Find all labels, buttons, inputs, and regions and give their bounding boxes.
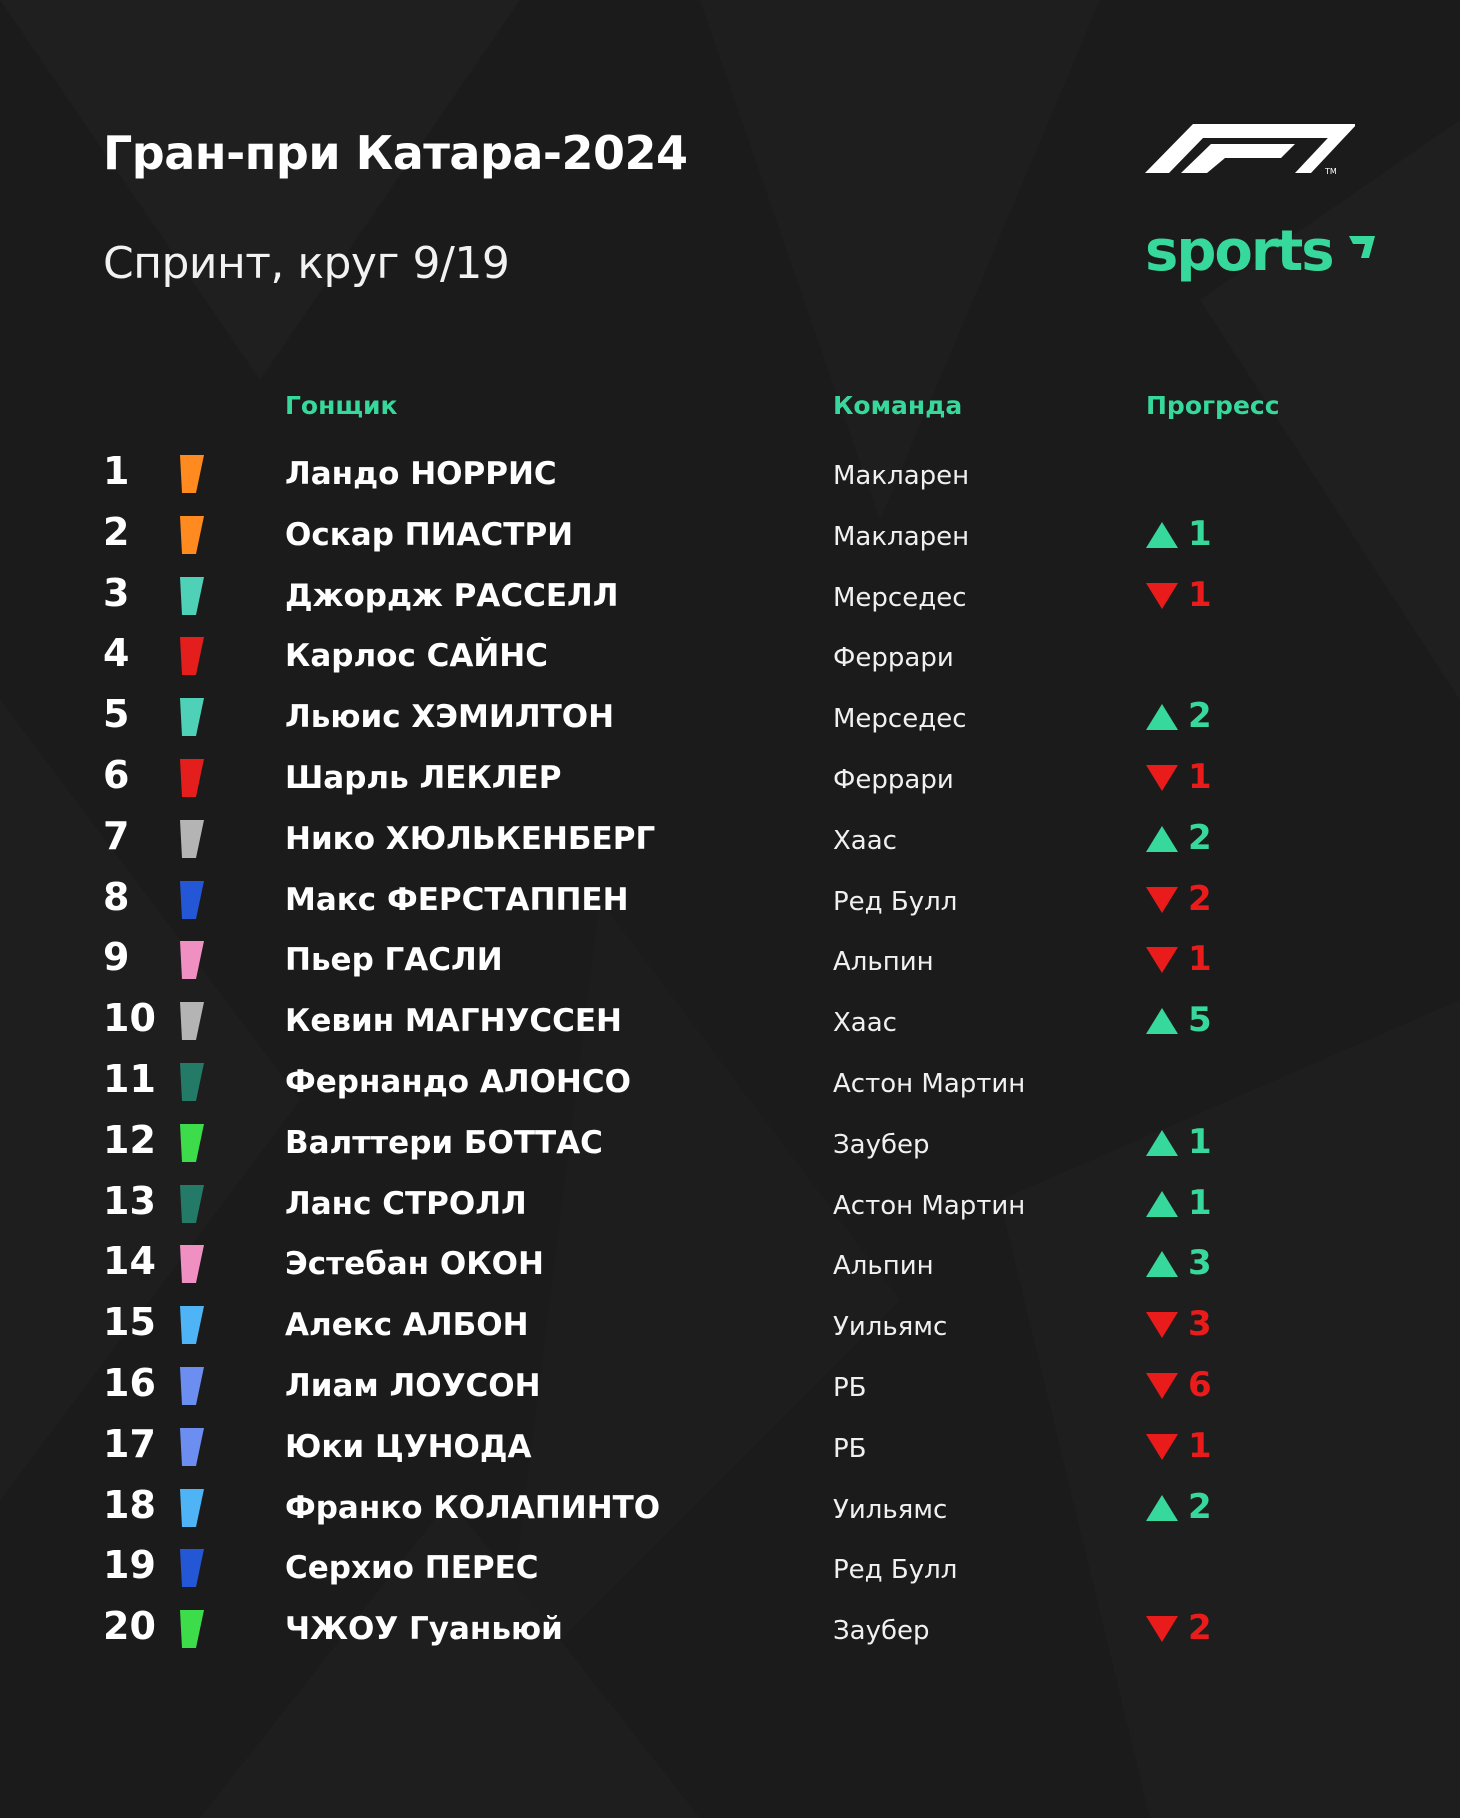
- driver-name: Льюис ХЭМИЛТОН: [285, 699, 615, 735]
- team-name: Макларен: [833, 522, 970, 552]
- position-number: 4: [103, 631, 130, 675]
- team-color-flag-icon: [178, 1428, 204, 1466]
- up-arrow-icon: [1146, 1130, 1178, 1156]
- down-arrow-icon: [1146, 1616, 1178, 1642]
- table-row: [0, 1537, 1460, 1598]
- team-name: РБ: [833, 1373, 867, 1403]
- driver-name: Нико ХЮЛЬКЕНБЕРГ: [285, 821, 656, 857]
- team-color-flag-icon: [178, 820, 204, 858]
- position-number: 18: [103, 1483, 156, 1527]
- sports-logo: [1145, 219, 1375, 292]
- table-row: [0, 686, 1460, 747]
- team-color-flag-icon: [178, 1610, 204, 1648]
- team-color-flag-icon: [178, 516, 204, 554]
- table-row: [0, 1294, 1460, 1355]
- team-color-flag-icon: [178, 1063, 204, 1101]
- table-row: [0, 1112, 1460, 1173]
- driver-name: Лиам ЛОУСОН: [285, 1368, 541, 1404]
- team-name: Ред Булл: [833, 887, 958, 917]
- column-header-driver: Гонщик: [285, 391, 398, 420]
- team-name: Хаас: [833, 826, 897, 856]
- team-color-flag-icon: [178, 1185, 204, 1223]
- team-name: Мерседес: [833, 583, 967, 613]
- position-number: 17: [103, 1422, 156, 1466]
- table-row: [0, 1416, 1460, 1477]
- up-arrow-icon: [1146, 1191, 1178, 1217]
- table-row: [0, 747, 1460, 808]
- up-arrow-icon: [1146, 1495, 1178, 1521]
- driver-name: ЧЖОУ Гуаньюй: [285, 1611, 563, 1647]
- driver-name: Эстебан ОКОН: [285, 1246, 544, 1282]
- driver-name: Серхио ПЕРЕС: [285, 1550, 539, 1586]
- progress-change: 1: [1188, 1426, 1212, 1466]
- down-arrow-icon: [1146, 765, 1178, 791]
- column-header-team: Команда: [833, 391, 963, 420]
- progress-change: 2: [1188, 879, 1212, 919]
- driver-name: Макс ФЕРСТАППЕН: [285, 882, 629, 918]
- team-name: Альпин: [833, 947, 934, 977]
- position-number: 9: [103, 935, 130, 979]
- down-arrow-icon: [1146, 947, 1178, 973]
- page-title: Гран-при Катара-2024: [103, 126, 688, 180]
- table-row: [0, 808, 1460, 869]
- team-name: Уильямс: [833, 1312, 948, 1342]
- progress-change: 1: [1188, 1122, 1212, 1162]
- driver-name: Ландо НОРРИС: [285, 456, 557, 492]
- driver-name: Шарль ЛЕКЛЕР: [285, 760, 562, 796]
- team-name: Астон Мартин: [833, 1191, 1026, 1221]
- table-row: [0, 1173, 1460, 1234]
- progress-change: 2: [1188, 696, 1212, 736]
- progress-change: 1: [1188, 575, 1212, 615]
- team-color-flag-icon: [178, 759, 204, 797]
- up-arrow-icon: [1146, 826, 1178, 852]
- position-number: 2: [103, 510, 130, 554]
- driver-name: Валттери БОТТАС: [285, 1125, 603, 1161]
- position-number: 12: [103, 1118, 156, 1162]
- position-number: 16: [103, 1361, 156, 1405]
- page-subtitle: Спринт, круг 9/19: [103, 238, 510, 289]
- table-row: [0, 443, 1460, 504]
- team-name: Феррари: [833, 765, 954, 795]
- progress-change: 1: [1188, 514, 1212, 554]
- table-row: [0, 990, 1460, 1051]
- team-color-flag-icon: [178, 455, 204, 493]
- position-number: 1: [103, 449, 130, 493]
- progress-change: 2: [1188, 1487, 1212, 1527]
- team-name: РБ: [833, 1434, 867, 1464]
- team-name: Альпин: [833, 1251, 934, 1281]
- team-name: Хаас: [833, 1008, 897, 1038]
- team-color-flag-icon: [178, 637, 204, 675]
- down-arrow-icon: [1146, 1434, 1178, 1460]
- up-arrow-icon: [1146, 704, 1178, 730]
- driver-name: Пьер ГАСЛИ: [285, 942, 503, 978]
- table-row: [0, 1598, 1460, 1659]
- team-name: Макларен: [833, 461, 970, 491]
- team-name: Заубер: [833, 1130, 930, 1160]
- progress-change: 2: [1188, 818, 1212, 858]
- team-color-flag-icon: [178, 1002, 204, 1040]
- sports-logo-text: sports: [1145, 219, 1333, 284]
- table-row: [0, 1355, 1460, 1416]
- position-number: 14: [103, 1239, 156, 1283]
- team-color-flag-icon: [178, 1549, 204, 1587]
- table-row: [0, 625, 1460, 686]
- driver-name: Ланс СТРОЛЛ: [285, 1186, 527, 1222]
- position-number: 19: [103, 1543, 156, 1587]
- team-name: Мерседес: [833, 704, 967, 734]
- progress-change: 1: [1188, 1183, 1212, 1223]
- driver-name: Карлос САЙНС: [285, 638, 549, 674]
- f1-logo-icon: [1145, 118, 1355, 176]
- position-number: 20: [103, 1604, 156, 1648]
- table-row: [0, 869, 1460, 930]
- position-number: 5: [103, 692, 130, 736]
- svg-text:TM: TM: [1325, 167, 1337, 176]
- team-color-flag-icon: [178, 1306, 204, 1344]
- team-name: Ред Булл: [833, 1555, 958, 1585]
- up-arrow-icon: [1146, 1251, 1178, 1277]
- up-arrow-icon: [1146, 1008, 1178, 1034]
- position-number: 15: [103, 1300, 156, 1344]
- team-color-flag-icon: [178, 881, 204, 919]
- progress-change: 2: [1188, 1608, 1212, 1648]
- table-row: [0, 565, 1460, 626]
- team-name: Феррари: [833, 643, 954, 673]
- progress-change: 1: [1188, 939, 1212, 979]
- table-row: [0, 929, 1460, 990]
- team-color-flag-icon: [178, 1124, 204, 1162]
- position-number: 11: [103, 1057, 156, 1101]
- up-arrow-icon: [1146, 522, 1178, 548]
- position-number: 8: [103, 875, 130, 919]
- team-name: Астон Мартин: [833, 1069, 1026, 1099]
- table-row: [0, 504, 1460, 565]
- team-color-flag-icon: [178, 577, 204, 615]
- position-number: 7: [103, 814, 130, 858]
- team-color-flag-icon: [178, 1245, 204, 1283]
- team-name: Уильямс: [833, 1495, 948, 1525]
- progress-change: 5: [1188, 1000, 1212, 1040]
- sports-logo-mark-icon: [1347, 236, 1375, 258]
- table-row: [0, 1051, 1460, 1112]
- team-name: Заубер: [833, 1616, 930, 1646]
- column-header-progress: Прогресс: [1146, 391, 1280, 420]
- team-color-flag-icon: [178, 1489, 204, 1527]
- team-color-flag-icon: [178, 1367, 204, 1405]
- position-number: 13: [103, 1179, 156, 1223]
- driver-name: Оскар ПИАСТРИ: [285, 517, 574, 553]
- progress-change: 6: [1188, 1365, 1212, 1405]
- table-row: [0, 1477, 1460, 1538]
- driver-name: Джордж РАССЕЛЛ: [285, 578, 619, 614]
- progress-change: 1: [1188, 757, 1212, 797]
- driver-name: Кевин МАГНУССЕН: [285, 1003, 622, 1039]
- team-color-flag-icon: [178, 941, 204, 979]
- down-arrow-icon: [1146, 887, 1178, 913]
- table-row: [0, 1233, 1460, 1294]
- down-arrow-icon: [1146, 583, 1178, 609]
- down-arrow-icon: [1146, 1373, 1178, 1399]
- team-color-flag-icon: [178, 698, 204, 736]
- progress-change: 3: [1188, 1243, 1212, 1283]
- progress-change: 3: [1188, 1304, 1212, 1344]
- driver-name: Юки ЦУНОДА: [285, 1429, 532, 1465]
- driver-name: Франко КОЛАПИНТО: [285, 1490, 661, 1526]
- position-number: 6: [103, 753, 130, 797]
- position-number: 3: [103, 571, 130, 615]
- driver-name: Алекс АЛБОН: [285, 1307, 529, 1343]
- position-number: 10: [103, 996, 156, 1040]
- driver-name: Фернандо АЛОНСО: [285, 1064, 631, 1100]
- down-arrow-icon: [1146, 1312, 1178, 1338]
